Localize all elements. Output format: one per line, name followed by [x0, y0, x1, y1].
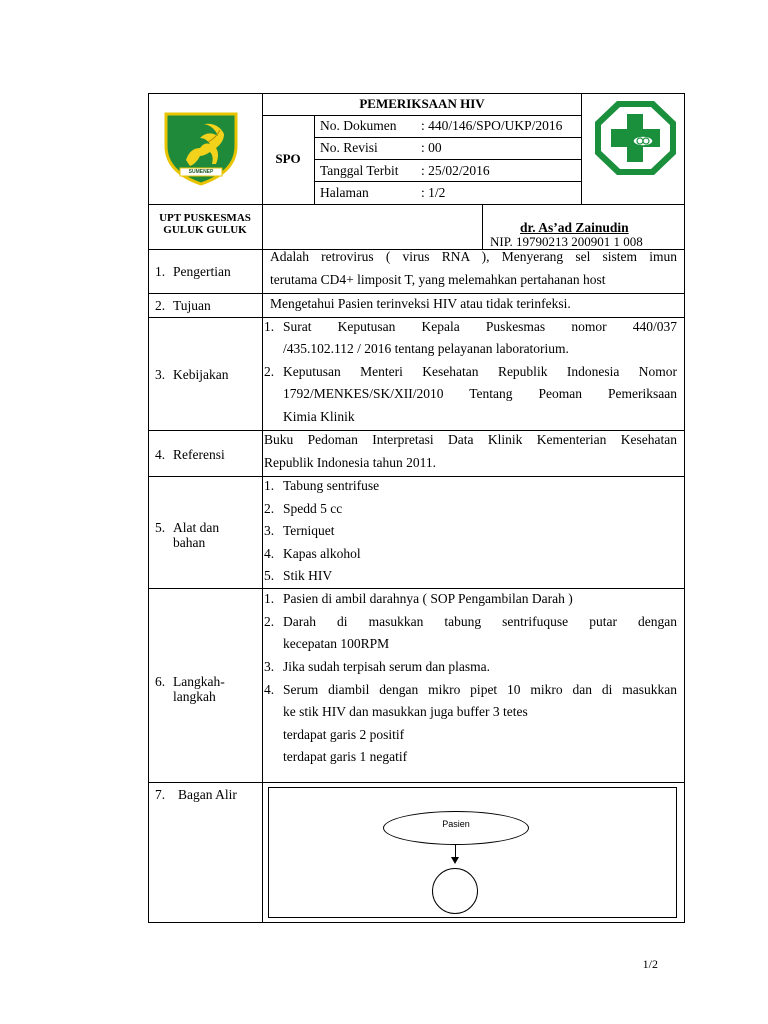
tujuan-line-1: Mengetahui Pasien terinveksi HIV atau tidak terinfeksi. [270, 296, 571, 311]
section-label-tujuan: Tujuan [173, 298, 211, 313]
puskesmas-cross-icon [593, 98, 678, 178]
section-label-langkah-line2: langkah [173, 689, 216, 704]
alat-item-number-4: 4. [264, 546, 275, 561]
flowchart-start-label: Pasien [442, 819, 470, 829]
langkah-item-3-line-1: Jika sudah terpisah serum dan plasma. [283, 659, 490, 674]
alat-item-2: Spedd 5 cc [283, 501, 343, 516]
section-number-6: 6. [155, 674, 166, 689]
langkah-item-number-3: 3. [264, 659, 275, 674]
section-label-alat-line1: Alat dan [173, 520, 220, 535]
puskesmas-logo [593, 98, 678, 178]
alat-item-4: Kapas alkohol [283, 546, 361, 561]
table-border-right [684, 93, 685, 923]
field-value-no-revisi: : 00 [421, 140, 442, 155]
langkah-item-4-line-1: Serum diambil dengan mikro pipet 10 mikro dan di masukkan [283, 682, 677, 697]
pegasus-shield-icon [160, 108, 242, 188]
pengertian-line-1: Adalah retrovirus ( virus RNA ), Menyerang sel sistem imun [270, 249, 677, 264]
pengertian-line-2: terutama CD4+ limposit T, yang melemahkan pertahanan host [270, 272, 606, 287]
kebijakan-item-2-line-1: Keputusan Menteri Kesehatan Republik Indonesia Nomor [283, 364, 677, 379]
alat-item-1: Tabung sentrifuse [283, 478, 380, 493]
section-number-2: 2. [155, 298, 166, 313]
kebijakan-item-2-line-2: 1792/MENKES/SK/XII/2010 Tentang Peoman Pemeriksaan [283, 386, 677, 401]
field-value-tanggal-terbit: : 25/02/2016 [421, 163, 490, 178]
org-name-line1: UPT PUSKESMAS [159, 212, 251, 224]
langkah-item-4-line-3: terdapat garis 2 positif [283, 727, 405, 742]
section-number-3: 3. [155, 367, 166, 382]
langkah-item-number-1: 1. [264, 591, 275, 606]
field-value-halaman: : 1/2 [421, 185, 446, 200]
langkah-item-2-line-2: kecepatan 100RPM [283, 636, 390, 651]
spo-label: SPO [275, 151, 301, 166]
page-number: 1/2 [642, 957, 658, 971]
field-label-tanggal-terbit: Tanggal Terbit [320, 163, 399, 178]
section-number-7: 7. [155, 787, 166, 802]
section-number-5: 5. [155, 520, 166, 535]
kebijakan-item-1-line-2: /435.102.112 / 2016 tentang pelayanan laboratorium. [283, 341, 569, 356]
alat-item-5: Stik HIV [283, 568, 333, 583]
langkah-item-number-2: 2. [264, 614, 275, 629]
field-label-no-dokumen: No. Dokumen [320, 118, 397, 133]
section-label-bagan-alir: Bagan Alir [178, 787, 237, 802]
kebijakan-item-number-2: 2. [264, 364, 275, 379]
kebijakan-item-number-1: 1. [264, 319, 275, 334]
field-label-no-revisi: No. Revisi [320, 140, 378, 155]
section-label-pengertian: Pengertian [173, 264, 231, 279]
alat-item-number-1: 1. [264, 478, 275, 493]
alat-item-number-3: 3. [264, 523, 275, 538]
section-number-1: 1. [155, 264, 166, 279]
field-label-halaman: Halaman [320, 185, 369, 200]
langkah-item-4-line-2: ke stik HIV dan masukkan juga buffer 3 tetes [283, 704, 528, 719]
langkah-item-number-4: 4. [264, 682, 275, 697]
kebijakan-item-1-line-1: Surat Keputusan Kepala Puskesmas nomor 440/037 [283, 319, 677, 334]
referensi-line-1: Buku Pedoman Interpretasi Data Klinik Kementerian Kesehatan [264, 432, 677, 447]
signer-nip: NIP. 19790213 200901 1 008 [490, 234, 643, 249]
signer-name: dr. As’ad Zainudin [520, 220, 629, 235]
field-value-no-dokumen: : 440/146/SPO/UKP/2016 [421, 118, 563, 133]
table-border-bottom [148, 922, 685, 923]
referensi-line-2: Republik Indonesia tahun 2011. [264, 455, 436, 470]
section-label-kebijakan: Kebijakan [173, 367, 229, 382]
org-name-line2: GULUK GULUK [163, 224, 247, 236]
kebijakan-item-2-line-3: Kimia Klinik [283, 409, 355, 424]
section-label-langkah-line1: Langkah- [173, 674, 225, 689]
section-number-4: 4. [155, 447, 166, 462]
table-border-top [148, 93, 685, 94]
flowchart-connector [455, 845, 456, 857]
langkah-item-2-line-1: Darah di masukkan tabung sentrifuquse putar dengan [283, 614, 677, 629]
alat-item-number-5: 5. [264, 568, 275, 583]
section-label-referensi: Referensi [173, 447, 225, 462]
langkah-item-1-line-1: Pasien di ambil darahnya ( SOP Pengambilan Darah ) [283, 591, 573, 606]
logo-banner-text: SUMENEP [188, 169, 214, 175]
flowchart-arrow-head-icon [451, 857, 459, 864]
puskesmas-region-logo [160, 108, 242, 188]
section-label-alat-line2: bahan [173, 535, 206, 550]
alat-item-3: Terniquet [283, 523, 335, 538]
flowchart-next-node [432, 868, 478, 914]
document-title: PEMERIKSAAN HIV [359, 96, 485, 111]
alat-item-number-2: 2. [264, 501, 275, 516]
langkah-item-4-line-4: terdapat garis 1 negatif [283, 749, 408, 764]
